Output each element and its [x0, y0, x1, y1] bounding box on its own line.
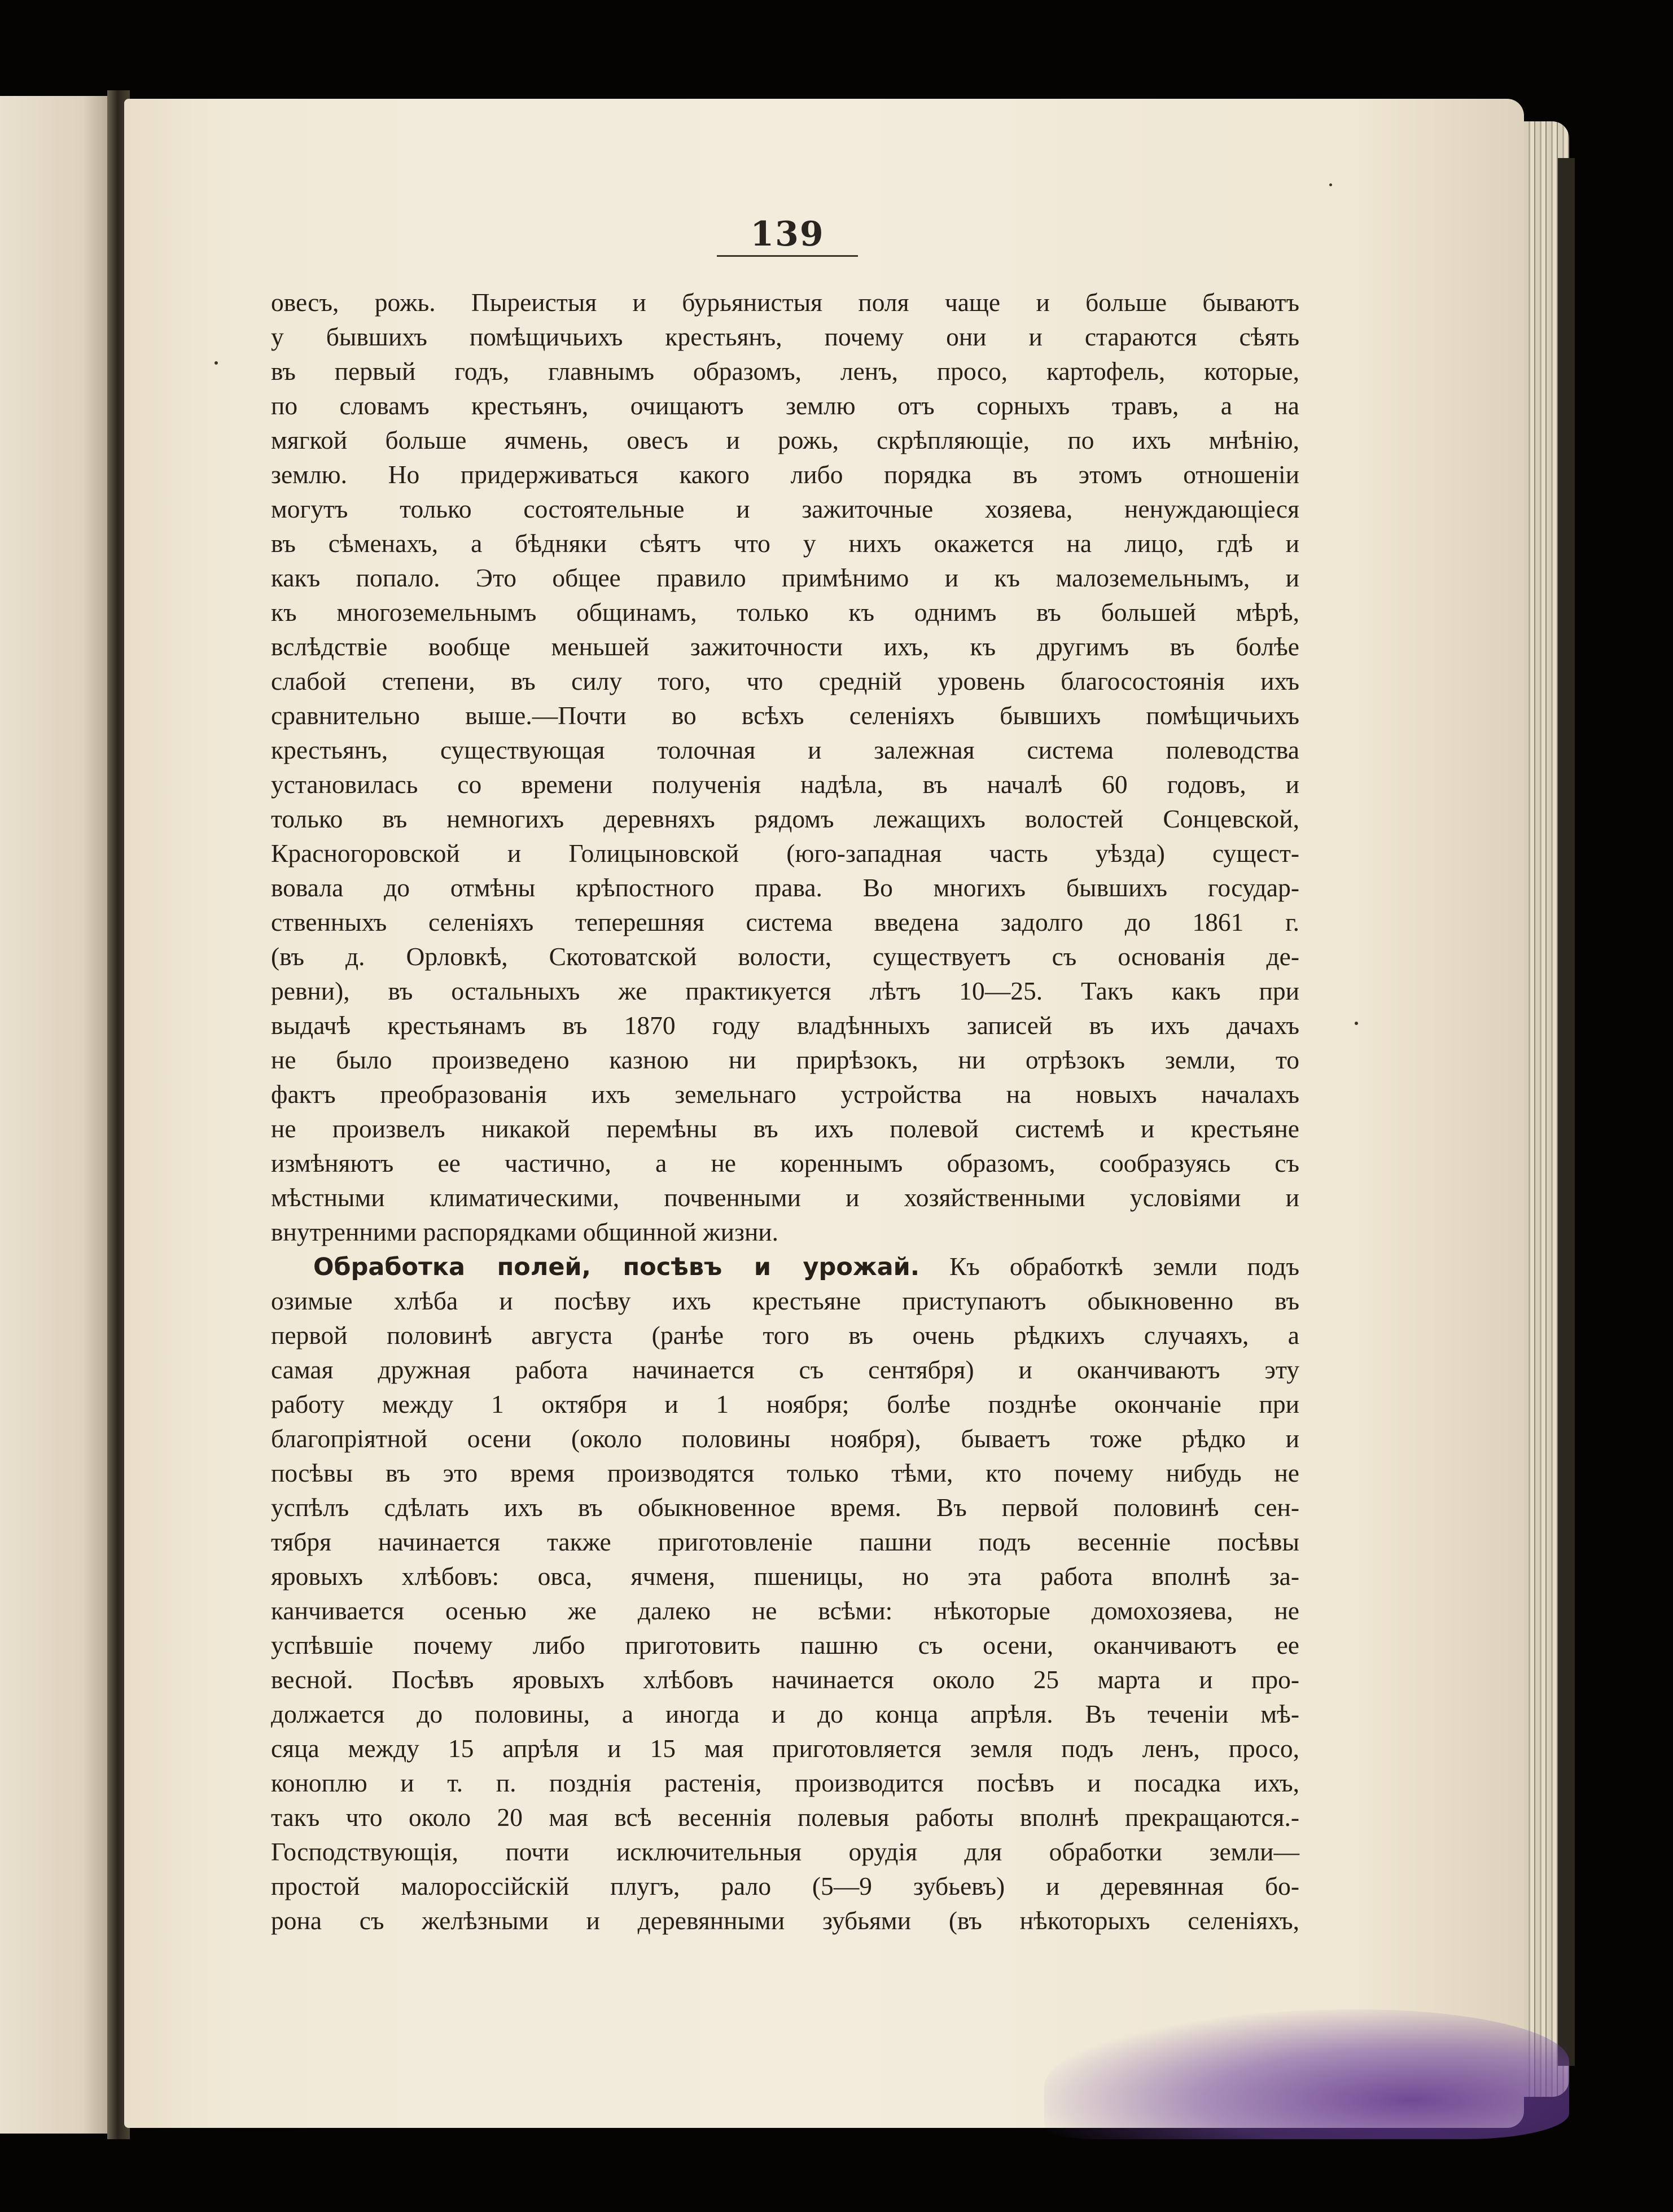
- text-line: не произвелъ никакой перемѣны въ ихъ полевой системѣ и крестьяне: [271, 1114, 1299, 1143]
- text-line: землю. Но придерживаться какого либо порядка въ этомъ отношеніи: [271, 460, 1299, 489]
- text-line: ревни), въ остальныхъ же практикуется лѣтъ 10—25. Такъ какъ при: [271, 976, 1299, 1005]
- page-block-shadow: [1558, 158, 1575, 2066]
- section-heading-line: [271, 1249, 1299, 1284]
- text-line: у бывшихъ помѣщичьихъ крестьянъ, почему они и стараются сѣять: [271, 322, 1299, 351]
- text-line: мѣстными климатическими, почвенными и хозяйственными условіями и: [271, 1183, 1299, 1212]
- text-line: Красногоровской и Голицыновской (юго-западная часть уѣзда) сущест-: [271, 839, 1299, 868]
- text-line: мягкой больше ячмень, овесъ и рожь, скрѣпляющіе, по ихъ мнѣнію,: [271, 426, 1299, 454]
- text-line: первой половинѣ августа (ранѣе того въ очень рѣдкихъ случаяхъ, а: [271, 1321, 1299, 1350]
- text-line: сяца между 15 апрѣля и 15 мая приготовляется земля подъ ленъ, просо,: [271, 1734, 1299, 1763]
- text-line: внутренними распорядками общинной жизни.: [271, 1217, 779, 1246]
- text-line: самая дружная работа начинается съ сентября) и оканчиваютъ эту: [271, 1355, 1299, 1384]
- text-line: благопріятной осени (около половины ноября), бываетъ тоже рѣдко и: [271, 1424, 1299, 1453]
- body-text: [271, 285, 1299, 1938]
- text-line: озимые хлѣба и посѣву ихъ крестьяне приступаютъ обыкновенно въ: [271, 1286, 1299, 1315]
- text-line: рона съ желѣзными и деревянными зубьями (въ нѣкоторыхъ селеніяхъ,: [271, 1906, 1299, 1935]
- page-number-rule: [717, 255, 858, 257]
- text-line: канчивается осенью же далеко не всѣми: нѣкоторые домохозяева, не: [271, 1596, 1299, 1625]
- text-line: простой малороссійскій плугъ, рало (5—9 зубьевъ) и деревянная бо-: [271, 1872, 1299, 1900]
- text-line: такъ что около 20 мая всѣ весеннія полевыя работы вполнѣ прекращаются.-: [271, 1803, 1299, 1832]
- paper-speck: [1355, 1022, 1358, 1025]
- text-line: ственныхъ селеніяхъ теперешняя система введена задолго до 1861 г.: [271, 908, 1299, 936]
- text-line: какъ попало. Это общее правило примѣнимо и къ малоземельнымъ, и: [271, 563, 1299, 592]
- text-line: по словамъ крестьянъ, очищаютъ землю отъ сорныхъ травъ, а на: [271, 391, 1299, 420]
- text-line: крестьянъ, существующая толочная и залежная система полеводства: [271, 735, 1299, 764]
- text-line: измѣняютъ ее частично, а не кореннымъ образомъ, сообразуясь съ: [271, 1149, 1299, 1177]
- text-line: слабой степени, въ силу того, что средній уровень благосостоянія ихъ: [271, 667, 1299, 695]
- text-line: вовала до отмѣны крѣпостного права. Во многихъ бывшихъ государ-: [271, 873, 1299, 902]
- heading-continuation: Къ обработкѣ земли подъ: [949, 1252, 1300, 1281]
- text-line: Господствующія, почти исключительныя орудія для обработки земли—: [271, 1837, 1299, 1866]
- left-page-edge: [0, 96, 119, 2134]
- text-line: весной. Посѣвъ яровыхъ хлѣбовъ начинается около 25 марта и про-: [271, 1665, 1299, 1694]
- text-line: успѣлъ сдѣлать ихъ въ обыкновенное время. Въ первой половинѣ сен-: [271, 1493, 1299, 1522]
- text-line: тября начинается также приготовленіе пашни подъ весенніе посѣвы: [271, 1527, 1299, 1556]
- text-line: установилась со времени полученія надѣла, въ началѣ 60 годовъ, и: [271, 770, 1299, 799]
- text-line: не было произведено казною ни прирѣзокъ, ни отрѣзокъ земли, то: [271, 1045, 1299, 1074]
- paper-speck: [214, 361, 218, 365]
- text-line: сравнительно выше.—Почти во всѣхъ селеніяхъ бывшихъ помѣщичьихъ: [271, 701, 1299, 730]
- text-line: въ сѣменахъ, а бѣдняки сѣятъ что у нихъ окажется на лицо, гдѣ и: [271, 529, 1299, 558]
- text-line: овесъ, рожь. Пыреистыя и бурьянистыя поля чаще и больше бываютъ: [271, 288, 1299, 317]
- text-line: выдачѣ крестьянамъ въ 1870 году владѣнныхъ записей въ ихъ дачахъ: [271, 1011, 1299, 1040]
- section-heading: Обработка полей, посѣвъ и урожай.: [313, 1253, 920, 1281]
- paper-speck: [1329, 183, 1332, 186]
- text-line: фактъ преобразованія ихъ земельнаго устройства на новыхъ началахъ: [271, 1080, 1299, 1109]
- text-line: должается до половины, а иногда и до конца апрѣля. Въ теченіи мѣ-: [271, 1699, 1299, 1728]
- text-line: (въ д. Орловкѣ, Скотоватской волости, существуетъ съ основанія де-: [271, 942, 1299, 971]
- page-number: 139: [750, 214, 825, 254]
- text-line: вслѣдствіе вообще меньшей зажиточности ихъ, къ другимъ въ болѣе: [271, 632, 1299, 661]
- text-line: посѣвы въ это время производятся только тѣми, кто почему нибудь не: [271, 1458, 1299, 1487]
- text-line: яровыхъ хлѣбовъ: овса, ячменя, пшеницы, но эта работа вполнѣ за-: [271, 1562, 1299, 1591]
- text-line: успѣвшіе почему либо приготовить пашню съ осени, оканчиваютъ ее: [271, 1631, 1299, 1659]
- text-line: въ первый годъ, главнымъ образомъ, ленъ, просо, картофель, которые,: [271, 357, 1299, 386]
- text-line: къ многоземельнымъ общинамъ, только къ однимъ въ большей мѣрѣ,: [271, 598, 1299, 627]
- text-line: только въ немногихъ деревняхъ рядомъ лежащихъ волостей Сонцевской,: [271, 804, 1299, 833]
- text-line: могутъ только состоятельные и зажиточные хозяева, ненуждающіеся: [271, 494, 1299, 523]
- text-line: работу между 1 октября и 1 ноября; болѣе позднѣе окончаніе при: [271, 1390, 1299, 1418]
- text-line: коноплю и т. п. позднія растенія, производится посѣвъ и посадка ихъ,: [271, 1768, 1299, 1797]
